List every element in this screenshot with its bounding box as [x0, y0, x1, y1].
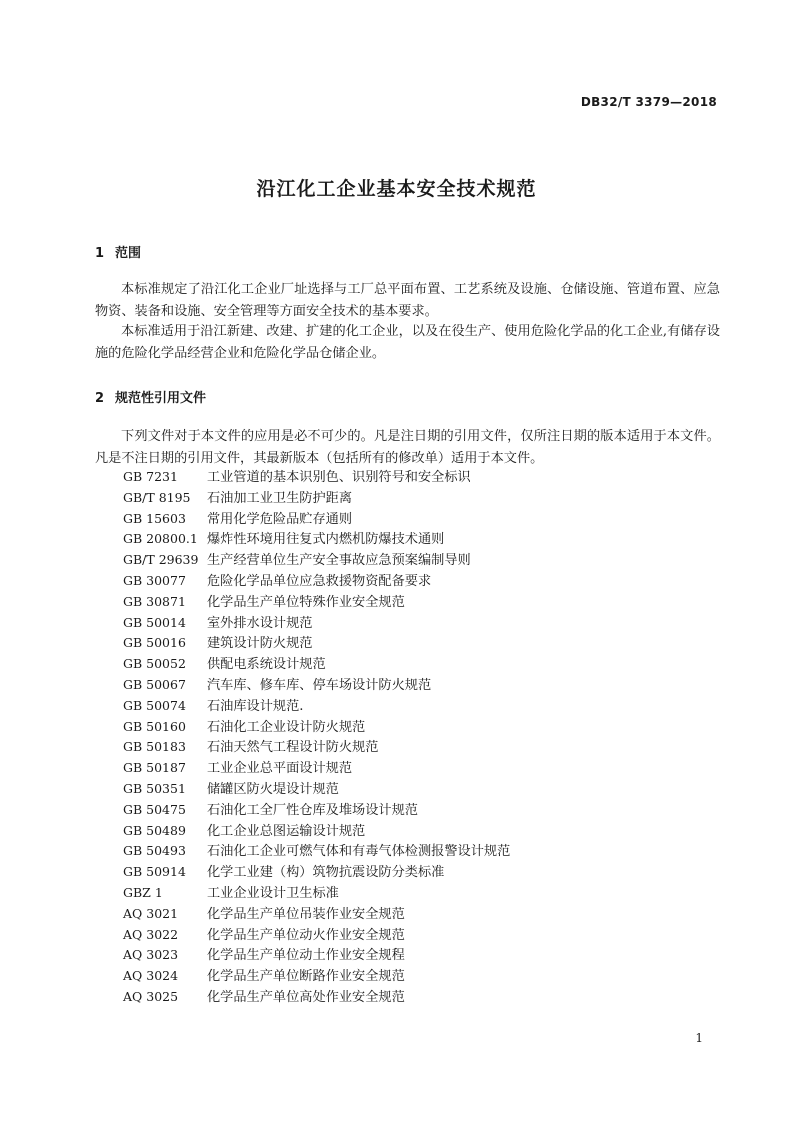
reference-item	[123, 571, 510, 592]
reference-code: GB 50475	[123, 801, 186, 817]
reference-code: AQ 3024	[123, 968, 179, 984]
reference-item	[123, 654, 510, 675]
reference-title: 建筑设计防火规范	[207, 636, 313, 652]
reference-title: 石油库设计规范.	[207, 698, 304, 714]
reference-title: 化学工业建（构）筑物抗震设防分类标准	[207, 865, 445, 881]
reference-title: 化学品生产单位断路作业安全规范	[207, 969, 405, 985]
reference-code: GB 20800.1	[123, 531, 198, 547]
reference-code: GB 50914	[123, 864, 186, 880]
reference-title: 化工企业总图运输设计规范	[207, 823, 366, 839]
reference-code: GB 50351	[123, 780, 186, 796]
reference-title: 石油加工业卫生防护距离	[207, 490, 353, 506]
reference-code: GB 50187	[123, 760, 186, 776]
reference-title: 石油化工企业设计防火规范	[207, 719, 366, 735]
reference-title: 室外排水设计规范	[207, 615, 313, 631]
reference-item	[123, 841, 510, 862]
reference-code: GB 7231	[123, 469, 178, 484]
reference-title: 汽车库、修车库、停车场设计防火规范	[207, 677, 432, 693]
reference-item	[123, 758, 510, 779]
reference-code: GB 15603	[123, 510, 186, 526]
reference-item	[123, 800, 510, 821]
reference-title: 化学品生产单位动火作业安全规范	[207, 927, 405, 943]
reference-item	[123, 737, 510, 758]
reference-code: AQ 3021	[123, 905, 179, 921]
reference-code: GB 50016	[123, 635, 186, 651]
reference-code: GB 50183	[123, 739, 186, 755]
standard-number: DB32/T 3379—2018	[580, 95, 717, 109]
section-number: 1	[95, 246, 105, 261]
reference-item	[123, 488, 510, 509]
reference-item	[123, 509, 510, 530]
reference-item	[123, 633, 510, 654]
reference-title: 常用化学危险品贮存通则	[207, 511, 353, 527]
reference-title: 工业企业总平面设计规范	[207, 761, 353, 777]
references-intro-paragraph: 下列文件对于本文件的应用是必不可少的。凡是注日期的引用文件，仅所注日期的版本适用于本文件。凡是不注日期的引用文件，其最新版本（包括所有的修改单）适用于本文件。	[95, 429, 720, 466]
reference-item	[123, 779, 510, 800]
reference-item	[123, 467, 510, 488]
reference-title: 石油化工全厂性仓库及堆场设计规范	[207, 802, 418, 818]
reference-title: 工业管道的基本识别色、识别符号和安全标识	[207, 470, 471, 485]
reference-item	[123, 904, 510, 925]
reference-title: 石油化工企业可燃气体和有毒气体检测报警设计规范	[207, 844, 511, 860]
reference-item	[123, 945, 510, 966]
document-title: 沿江化工企业基本安全技术规范	[256, 178, 537, 200]
section-heading-scope	[95, 242, 141, 261]
reference-item	[123, 862, 510, 883]
scope-paragraph-1: 本标准规定了沿江化工企业厂址选择与工厂总平面布置、工艺系统及设施、仓储设施、管道布置、应急物资、装备和设施、安全管理等方面安全技术的基本要求。	[95, 282, 720, 319]
reference-code: GB 50014	[123, 614, 186, 630]
reference-item	[123, 550, 510, 571]
page-number: 1	[695, 1031, 703, 1045]
reference-title: 危险化学品单位应急救援物资配备要求	[207, 573, 432, 589]
reference-title: 化学品生产单位动土作业安全规程	[207, 948, 405, 964]
reference-title: 化学品生产单位特殊作业安全规范	[207, 594, 405, 610]
reference-item	[123, 696, 510, 717]
scope-paragraph-2: 本标准适用于沿江新建、改建、扩建的化工企业，以及在役生产、使用危险化学品的化工企业,有储存设施的危险化学品经营企业和危险化学品仓储企业。	[95, 324, 720, 361]
reference-item	[123, 883, 510, 904]
reference-title: 化学品生产单位高处作业安全规范	[207, 989, 405, 1005]
reference-item	[123, 717, 510, 738]
reference-title: 生产经营单位生产安全事故应急预案编制导则	[207, 553, 471, 569]
reference-code: AQ 3025	[123, 988, 179, 1004]
reference-title: 供配电系统设计规范	[207, 657, 326, 673]
reference-code: GB 30871	[123, 593, 186, 609]
reference-code: GB 30077	[123, 572, 186, 588]
reference-item	[123, 592, 510, 613]
reference-code: AQ 3023	[123, 947, 179, 963]
reference-title: 工业企业设计卫生标准	[207, 885, 339, 901]
reference-code: GB/T 29639	[123, 552, 199, 568]
reference-code: GB 50160	[123, 718, 186, 734]
reference-item	[123, 966, 510, 987]
section-title: 范围	[115, 246, 142, 261]
reference-code: AQ 3022	[123, 926, 179, 942]
reference-item	[123, 613, 510, 634]
reference-code: GB/T 8195	[123, 489, 191, 505]
reference-item	[123, 925, 510, 946]
reference-code: GBZ 1	[123, 884, 163, 900]
reference-item	[123, 821, 510, 842]
reference-list	[123, 467, 510, 1008]
section-title: 规范性引用文件	[115, 391, 207, 406]
reference-item	[123, 987, 510, 1008]
reference-code: GB 50493	[123, 843, 186, 859]
reference-code: GB 50052	[123, 656, 186, 672]
section-number: 2	[95, 391, 105, 406]
reference-code: GB 50489	[123, 822, 186, 838]
reference-title: 储罐区防火堤设计规范	[207, 781, 339, 797]
reference-title: 爆炸性环境用往复式内燃机防爆技术通则	[207, 532, 445, 548]
reference-title: 化学品生产单位吊装作业安全规范	[207, 906, 405, 922]
section-heading-normative-references	[95, 387, 206, 406]
reference-code: GB 50067	[123, 676, 186, 692]
reference-item	[123, 675, 510, 696]
reference-title: 石油天然气工程设计防火规范	[207, 740, 379, 756]
reference-item	[123, 529, 510, 550]
reference-code: GB 50074	[123, 697, 186, 713]
